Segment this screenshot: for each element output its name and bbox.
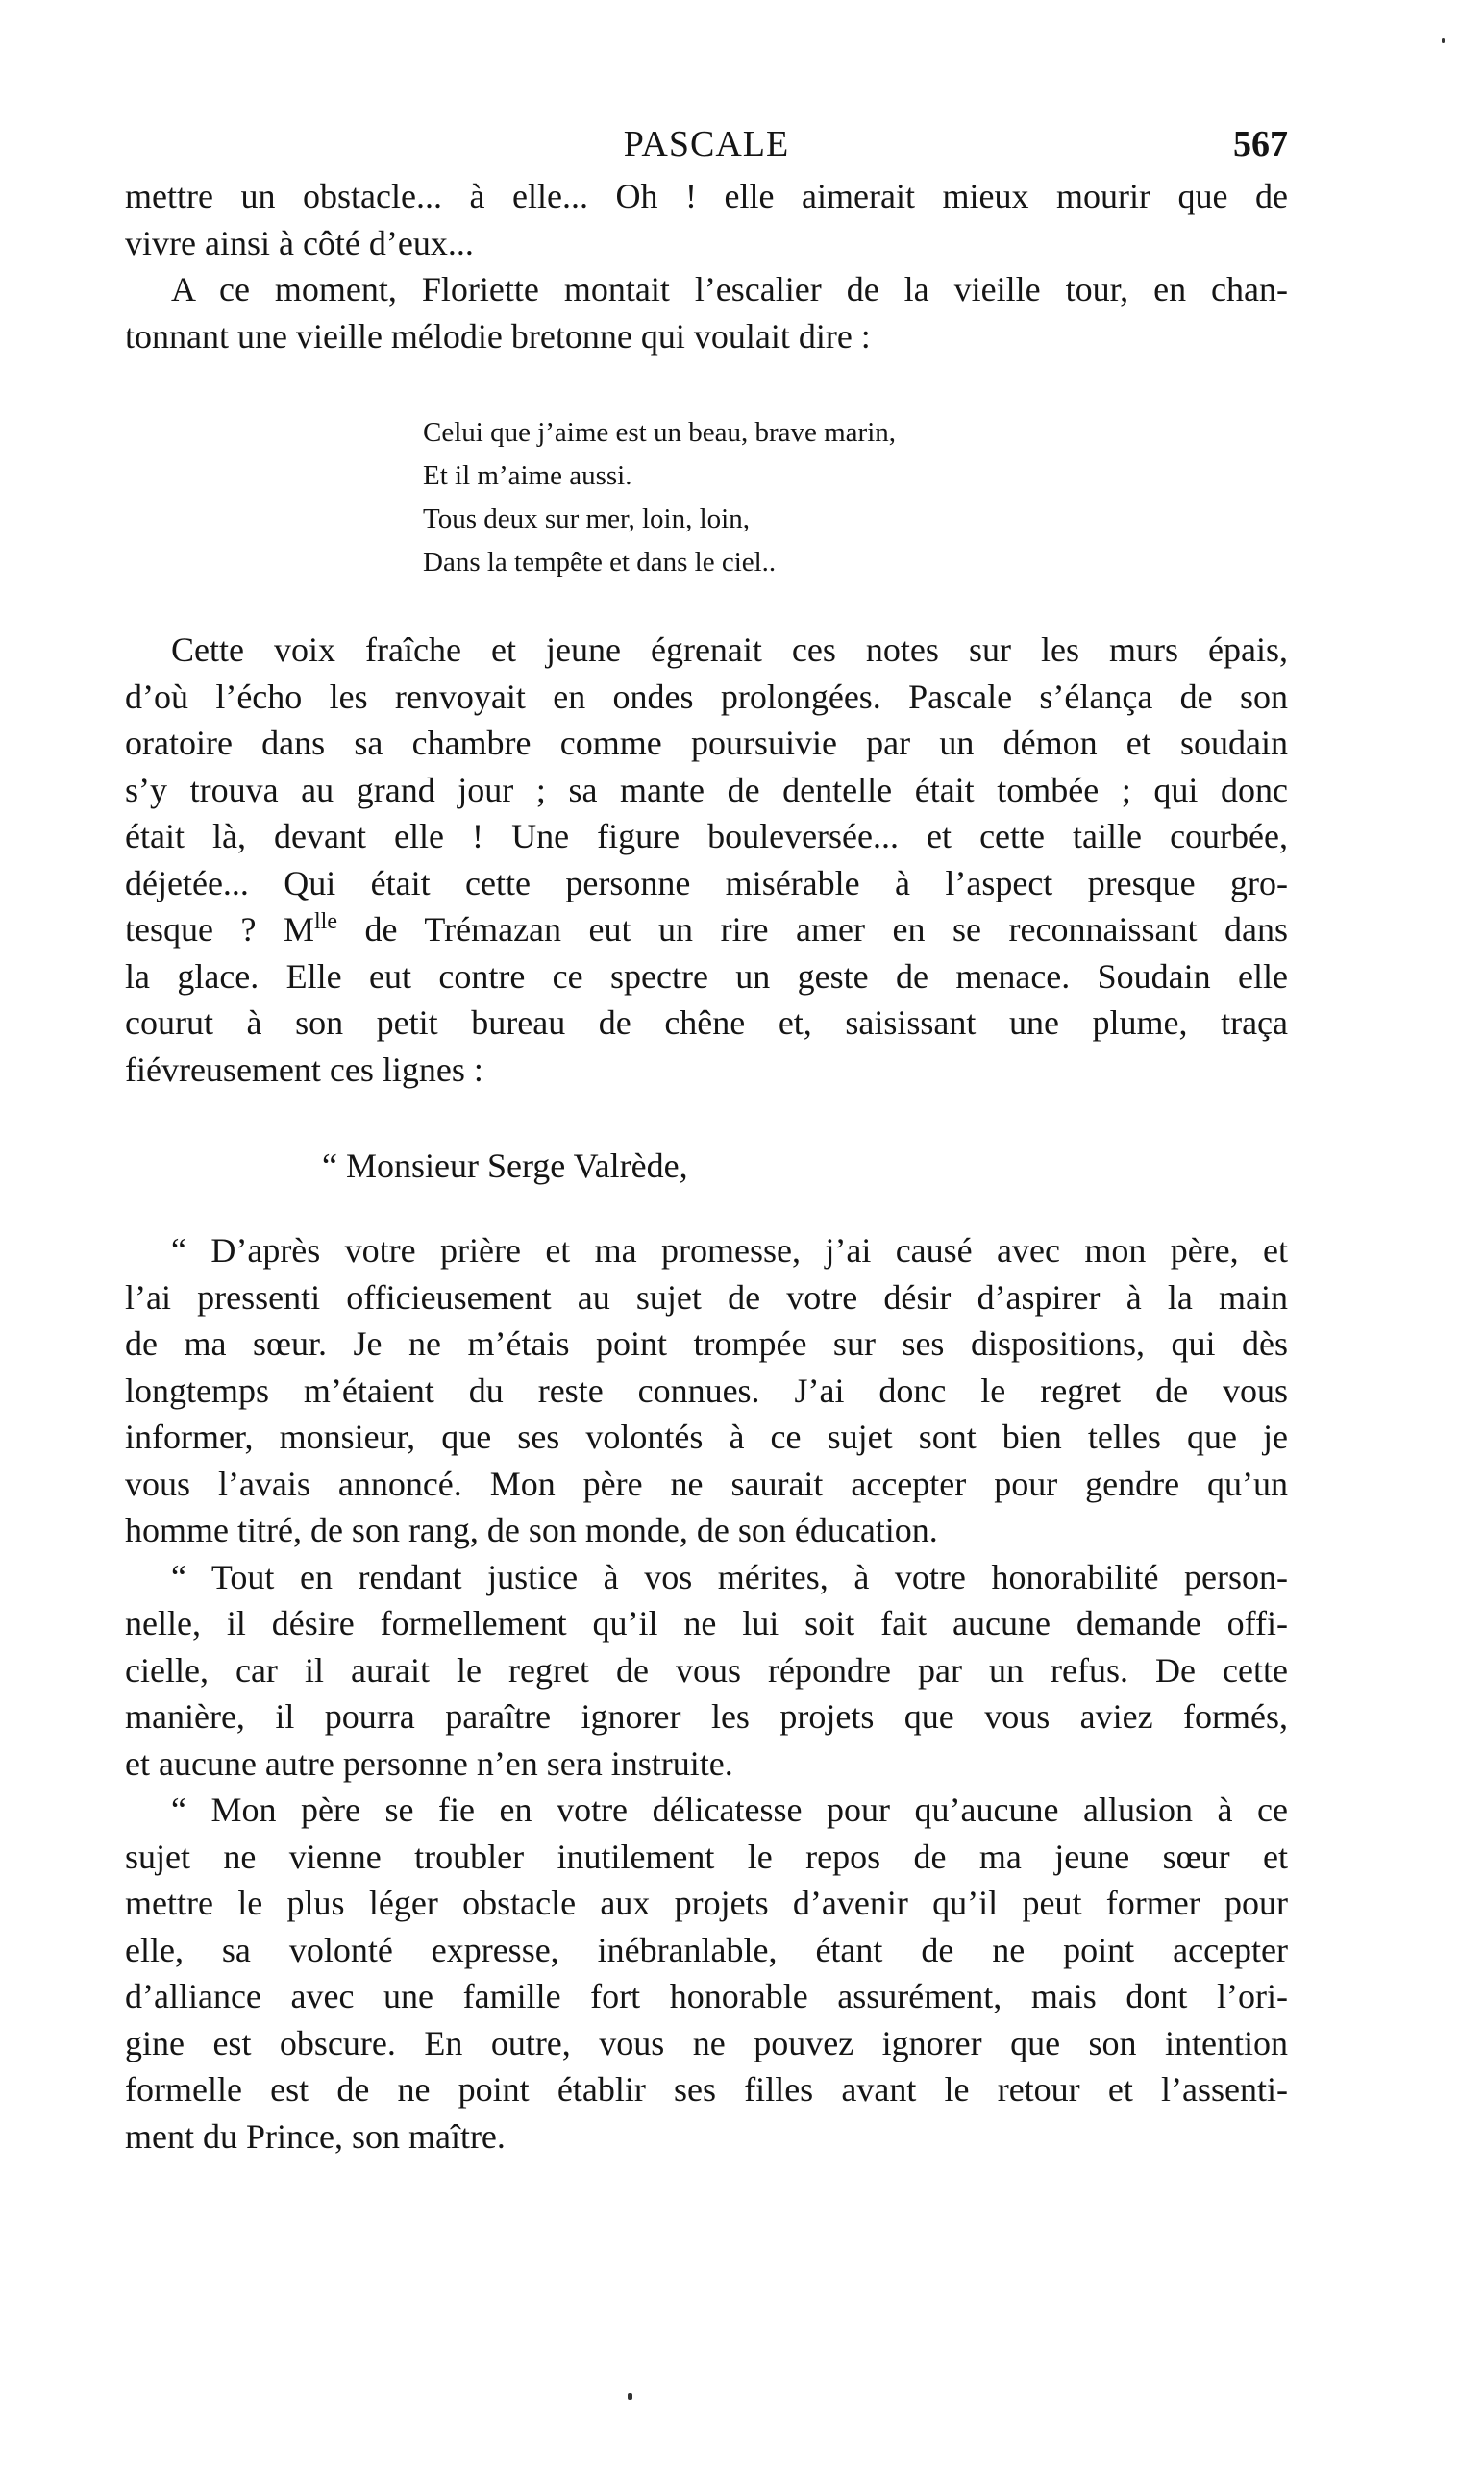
text-line: vous l’avais annoncé. Mon père ne saurait accepter pour gendre qu’un xyxy=(125,1464,1288,1503)
verse-line: Et il m’aime aussi. xyxy=(423,460,632,491)
text-line: homme titré, de son rang, de son monde, de son éducation. xyxy=(125,1511,938,1549)
text-line: “ D’après votre prière et ma promesse, j’ai causé avec mon père, et xyxy=(171,1231,1288,1270)
text-line: l’ai pressenti officieusement au sujet de votre désir d’aspirer à la main xyxy=(125,1277,1288,1317)
text-line: informer, monsieur, que ses volontés à ce sujet sont bien telles que je xyxy=(125,1418,1288,1456)
letter-paragraph-1 xyxy=(125,1227,1288,1554)
text-line: tonnant une vieille mélodie bretonne qui voulait dire : xyxy=(125,316,871,356)
text-line: la glace. Elle eut contre ce spectre un geste de menace. Soudain elle xyxy=(125,956,1288,996)
letter-paragraph-3 xyxy=(125,1787,1288,2160)
text-line: et aucune autre personne n’en sera instruite. xyxy=(125,1743,733,1783)
song-verse xyxy=(423,411,1288,584)
text-line: d’alliance avec une famille fort honorable assurément, mais dont l’ori- xyxy=(125,1977,1288,2015)
running-header xyxy=(125,115,1288,173)
text-line: de ma sœur. Je ne m’étais point trompée sur ses dispositions, qui dès xyxy=(125,1324,1288,1363)
text-line: nelle, il désire formellement qu’il ne lui soit fait aucune demande offi- xyxy=(125,1604,1288,1643)
letter-salutation: “ Monsieur Serge Valrède, xyxy=(322,1147,688,1185)
text-line: elle, sa volonté expresse, inébranlable, étant de ne point accepter xyxy=(125,1930,1288,1969)
text-line: vivre ainsi à côté d’eux... xyxy=(125,223,474,262)
verse-line: Dans la tempête et dans le ciel.. xyxy=(423,547,777,578)
text-line: d’où l’écho les renvoyait en ondes prolongées. Pascale s’élança de son xyxy=(125,677,1288,716)
book-page xyxy=(125,115,1288,2160)
paragraph-3 xyxy=(125,627,1288,1093)
text-line: A ce moment, Floriette montait l’escalier de la vieille tour, en chan- xyxy=(171,270,1288,309)
text-line: gine est obscure. En outre, vous ne pouvez ignorer que son intention xyxy=(125,2023,1288,2062)
text-line: déjetée... Qui était cette personne misérable à l’aspect presque gro- xyxy=(125,863,1288,902)
text-line: manière, il pourra paraître ignorer les projets que vous aviez formés, xyxy=(125,1697,1288,1736)
ink-speck xyxy=(1442,38,1445,43)
text-line: courut à son petit bureau de chêne et, saisissant une plume, traça xyxy=(125,1003,1288,1042)
text-line: “ Mon père se fie en votre délicatesse pour qu’aucune allusion à ce xyxy=(171,1791,1288,1829)
text-fragment: tesque ? M xyxy=(125,910,315,949)
verse-line: Tous deux sur mer, loin, loin, xyxy=(423,504,750,534)
text-line: sujet ne vienne troubler inutilement le repos de ma jeune sœur et xyxy=(125,1837,1288,1876)
text-line: Cette voix fraîche et jeune égrenait ces notes sur les murs épais, xyxy=(171,630,1288,669)
text-line: mettre un obstacle... à elle... Oh ! elle aimerait mieux mourir que de xyxy=(125,177,1288,215)
text-line: oratoire dans sa chambre comme poursuivie par un démon et soudain xyxy=(125,724,1288,762)
text-line: s’y trouva au grand jour ; sa mante de dentelle était tombée ; qui donc xyxy=(125,770,1288,809)
text-line: longtemps m’étaient du reste connues. J’ai donc le regret de vous xyxy=(125,1371,1288,1410)
text-line: ment du Prince, son maître. xyxy=(125,2116,506,2156)
page-number: 567 xyxy=(1233,124,1288,164)
text-line: “ Tout en rendant justice à vos mérites, à votre honorabilité person- xyxy=(171,1557,1288,1596)
text-fragment: de Trémazan eut un rire amer en se reconnaissant dans xyxy=(337,910,1288,949)
text-line: formelle est de ne point établir ses filles avant le retour et l’assenti- xyxy=(125,2070,1288,2109)
text-line: mettre le plus léger obstacle aux projets d’avenir qu’il peut former pour xyxy=(125,1884,1288,1922)
superscript: lle xyxy=(314,909,338,934)
ink-speck xyxy=(628,2393,632,2400)
paragraph-2 xyxy=(125,266,1288,359)
text-line: cielle, car il aurait le regret de vous répondre par un refus. De cette xyxy=(125,1650,1288,1690)
text-line: fiévreusement ces lignes : xyxy=(125,1050,483,1089)
running-title: PASCALE xyxy=(623,124,790,164)
letter-paragraph-2 xyxy=(125,1554,1288,1788)
text-line: était là, devant elle ! Une figure bouleversée... et cette taille courbée, xyxy=(125,817,1288,855)
text-line xyxy=(125,906,1288,953)
verse-line: Celui que j’aime est un beau, brave marin, xyxy=(423,417,897,448)
paragraph-1 xyxy=(125,173,1288,266)
